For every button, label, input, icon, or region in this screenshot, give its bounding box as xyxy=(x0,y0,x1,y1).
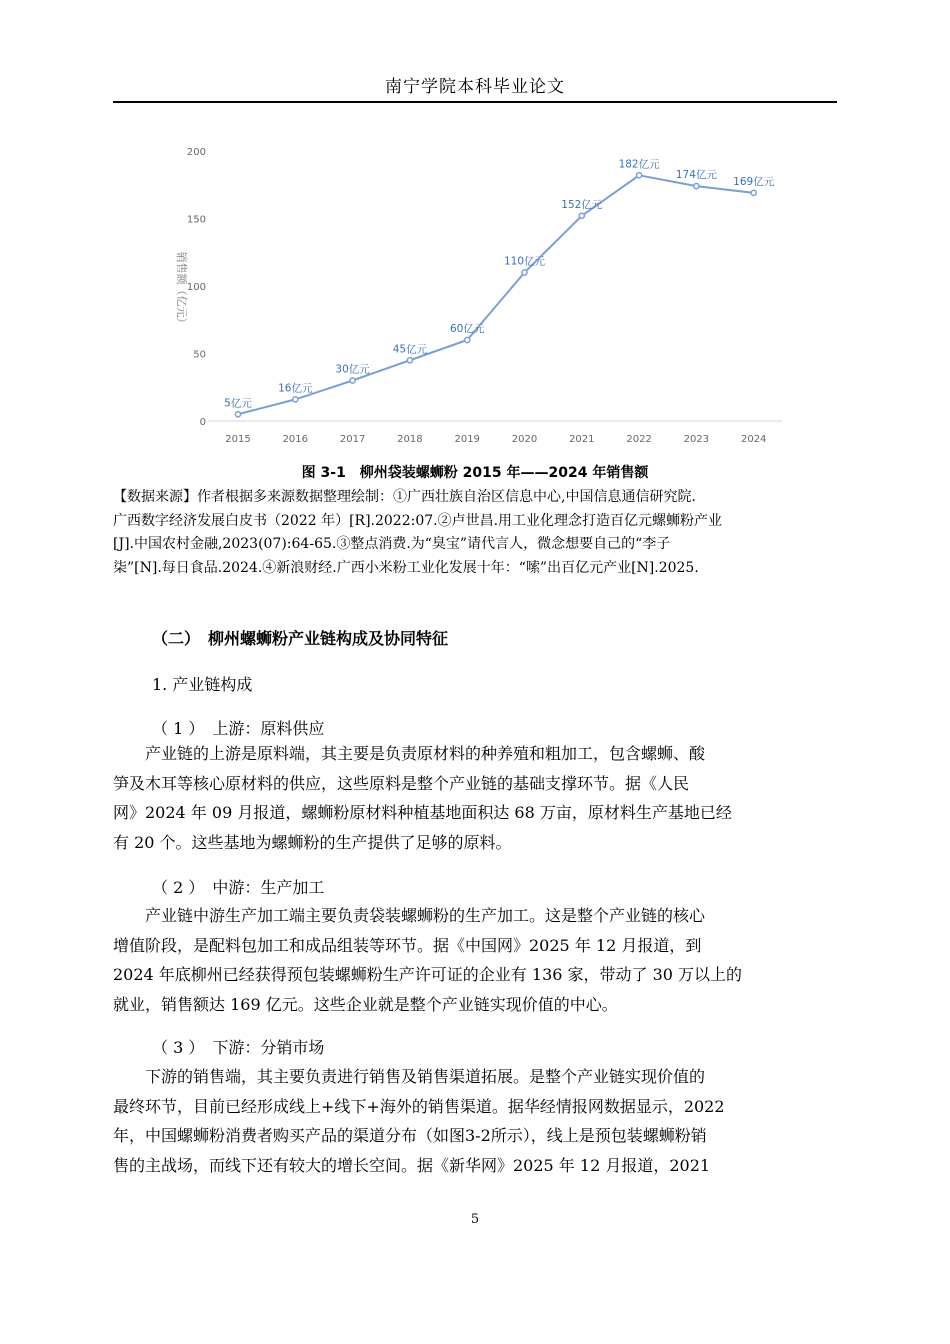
data-point xyxy=(235,412,240,417)
y-tick-label: 100 xyxy=(186,282,206,293)
x-tick-label: 2024 xyxy=(740,434,767,445)
data-label: 152亿元 xyxy=(561,198,603,211)
data-label: 45亿元 xyxy=(392,343,428,356)
data-point xyxy=(694,184,699,189)
paragraph-line: 产业链中游生产加工端主要负责袋装螺蛳粉的生产加工。这是整个产业链的核心 xyxy=(113,906,706,925)
y-tick-label: 50 xyxy=(193,349,206,361)
data-label: 60亿元 xyxy=(450,323,485,335)
paragraph-line: 下游的销售端，其主要负责进行销售及销售渠道拓展。是整个产业链实现价值的 xyxy=(113,1067,706,1086)
x-tick-label: 2022 xyxy=(626,434,652,445)
paragraph-line: 有 20 个。这些基地为螺蛳粉的生产提供了足够的原料。 xyxy=(113,832,512,852)
source-line: 柒”[N].每日食品.2024.④新浪财经.广西小米粉工业化发展十年：“嗦”出百亿元产业[N].2025. xyxy=(113,559,699,576)
item-heading-upstream: （ 1 ） 上游：原料供应 xyxy=(152,719,325,738)
data-label: 5亿元 xyxy=(224,397,252,410)
series-line xyxy=(238,175,754,414)
paragraph-line: 2024 年底柳州已经获得预包装螺蛳粉生产许可证的企业有 136 家，带动了 30 万以上的 xyxy=(113,965,743,985)
data-point xyxy=(350,378,355,383)
item-heading-midstream: （ 2 ） 中游：生产加工 xyxy=(152,878,325,897)
y-tick-label: 0 xyxy=(199,417,206,428)
page-number: 5 xyxy=(470,1212,480,1227)
data-point xyxy=(522,270,527,275)
paragraph-line: 售的主战场，而线下还有较大的增长空间。据《新华网》2025 年 12 月报道，2021 xyxy=(113,1155,711,1175)
source-line: [J].中国农村金融,2023(07):64-65.③整点消费.为“臭宝”请代言人，微念想要自己的“李子 xyxy=(113,536,671,552)
paragraph-upstream xyxy=(113,739,837,857)
page-header-title: 南宁学院本科毕业论文 xyxy=(385,77,565,97)
x-tick-label: 2015 xyxy=(225,434,251,445)
y-tick-label: 200 xyxy=(186,147,206,158)
y-tick-labels xyxy=(187,147,206,428)
paragraph-line: 增值阶段，是配料包加工和成品组装等环节。据《中国网》2025 年 12 月报道，到 xyxy=(113,935,702,955)
data-label: 182亿元 xyxy=(618,158,660,171)
data-labels xyxy=(224,157,775,409)
paragraph-line: 就业，销售额达 169 亿元。这些企业就是整个产业链实现价值的中心。 xyxy=(113,994,618,1014)
data-label: 169亿元 xyxy=(733,175,775,188)
x-tick-labels xyxy=(225,434,766,445)
paragraph-line: 最终环节，目前已经形成线上+线下+海外的销售渠道。据华经情报网数据显示，2022 xyxy=(113,1096,725,1116)
source-line: 广西数字经济发展白皮书（2022 年）[R].2022:07.②卢世昌.用工业化理念打造百亿元螺蛳粉产业 xyxy=(113,512,723,529)
x-tick-label: 2017 xyxy=(339,434,366,445)
x-tick-label: 2020 xyxy=(511,434,538,445)
paragraph-line: 网》2024 年 09 月报道，螺蛳粉原材料种植基地面积达 68 万亩，原材料生产基地已经 xyxy=(113,803,732,823)
data-points xyxy=(235,173,756,417)
paragraph-line: 年，中国螺蛳粉消费者购买产品的渠道分布（如图3-2所示），线上是预包装螺蛳粉销 xyxy=(113,1126,707,1146)
paragraph-downstream xyxy=(113,1062,837,1180)
y-axis-title: 销售额（亿元） xyxy=(175,251,188,329)
sales-line-chart xyxy=(160,138,790,450)
section-heading: （二） 柳州螺蛳粉产业链构成及协同特征 xyxy=(152,629,449,648)
paragraph-line: 产业链的上游是原料端，其主要是负责原材料的种养殖和粗加工，包含螺蛳、酸 xyxy=(113,744,706,763)
paragraph-midstream xyxy=(113,901,837,1019)
x-tick-label: 2019 xyxy=(454,434,480,445)
data-label: 174亿元 xyxy=(675,169,717,182)
figure-caption: 图 3-1 柳州袋装螺蛳粉 2015 年——2024 年销售额 xyxy=(301,465,649,481)
header-rule xyxy=(113,101,837,103)
data-label: 110亿元 xyxy=(503,255,546,268)
data-label: 16亿元 xyxy=(278,382,313,395)
data-point xyxy=(407,358,412,363)
item-heading-downstream: （ 3 ） 下游：分销市场 xyxy=(152,1038,325,1057)
data-label: 30亿元 xyxy=(335,363,370,376)
data-point xyxy=(637,173,642,178)
data-point xyxy=(293,397,298,402)
subsection-heading: 1. 产业链构成 xyxy=(152,675,253,694)
x-tick-label: 2021 xyxy=(569,434,595,445)
y-tick-label: 150 xyxy=(186,214,206,226)
data-point xyxy=(579,213,584,218)
paragraph-line: 笋及木耳等核心原材料的供应，这些原料是整个产业链的基础支撑环节。据《人民 xyxy=(113,773,690,793)
source-line: 【数据来源】作者根据多来源数据整理绘制：①广西壮族自治区信息中心,中国信息通信研究院. xyxy=(113,489,696,505)
x-tick-label: 2016 xyxy=(282,434,309,445)
data-point xyxy=(751,190,756,195)
data-point xyxy=(465,337,470,342)
x-tick-label: 2023 xyxy=(683,434,710,445)
x-tick-label: 2018 xyxy=(397,434,423,445)
figure-source-note xyxy=(113,486,837,580)
